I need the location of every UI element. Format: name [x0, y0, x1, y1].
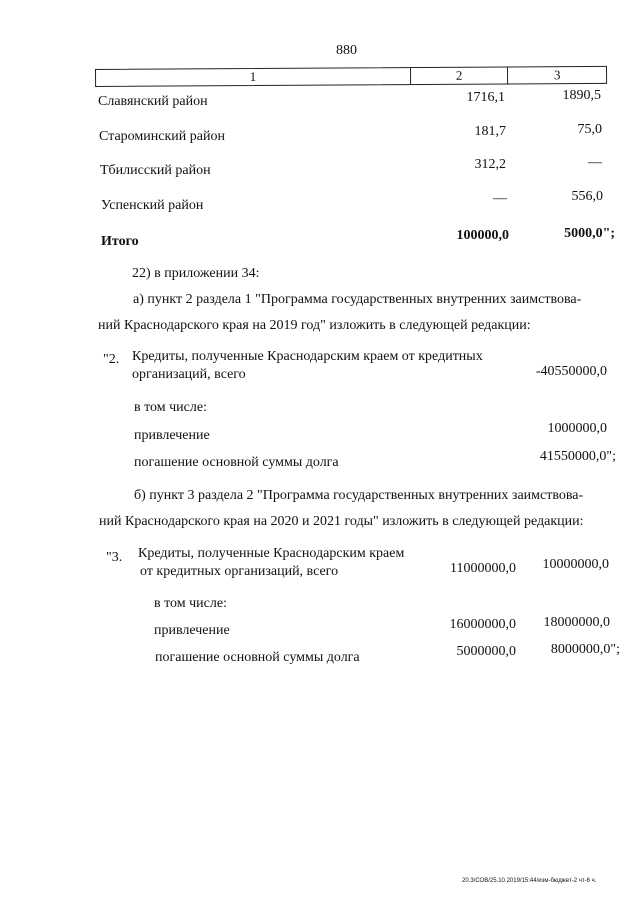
section-b-total-2020: 11000000,0	[450, 561, 516, 576]
section-b-title-line2: от кредитных организаций, всего	[140, 564, 339, 579]
table-row-name: Староминский район	[99, 129, 225, 144]
item-22: 22) в приложении 34:	[132, 266, 260, 281]
footer-code: 20.3/СОВ/25.10.2019/15:44/изм-бюджет-2 чт-6 ч.	[462, 878, 597, 884]
section-b-borrow-2021: 18000000,0	[543, 615, 610, 630]
table-row-col2: 1716,1	[466, 90, 505, 105]
item-b-line2: ний Краснодарского края на 2020 и 2021 годы" изложить в следующей редакции:	[99, 514, 584, 529]
table-total-label: Итого	[101, 234, 139, 249]
table-row-col3: 556,0	[571, 189, 603, 204]
section-b-number: "3.	[106, 550, 123, 565]
table-row-name: Тбилисский район	[100, 163, 211, 178]
table-row-name: Славянский район	[98, 94, 208, 109]
table-header-col-1: 1	[96, 68, 411, 86]
table-row-col2: 181,7	[474, 124, 506, 139]
table-total-col3: 5000,0";	[564, 226, 615, 241]
section-a-total: -40550000,0	[535, 364, 607, 379]
table-total-col2: 100000,0	[456, 228, 509, 243]
table-header-col-2: 2	[411, 67, 509, 84]
section-a-including: в том числе:	[134, 400, 207, 415]
item-a-line1: а) пункт 2 раздела 1 "Программа государственных внутренних заимствова-	[133, 292, 582, 307]
table-row-name: Успенский район	[101, 198, 204, 213]
section-a-title-line2: организаций, всего	[132, 367, 246, 382]
section-b-borrow-label: привлечение	[154, 623, 230, 638]
section-b-repay-label: погашение основной суммы долга	[155, 650, 360, 665]
section-a-number: "2.	[103, 352, 120, 367]
item-a-line2: ний Краснодарского края на 2019 год" изложить в следующей редакции:	[98, 318, 531, 333]
table-header-col-3: 3	[553, 67, 561, 83]
section-b-including: в том числе:	[154, 596, 227, 611]
table-row-col3: 75,0	[577, 122, 602, 137]
item-b-line1: б) пункт 3 раздела 2 "Программа государственных внутренних заимствова-	[134, 488, 584, 503]
section-a-title-line1: Кредиты, полученные Краснодарским краем от кредитных	[132, 349, 483, 364]
page-number: 880	[336, 43, 357, 58]
table-row-col3: —	[588, 155, 602, 170]
section-b-repay-2020: 5000000,0	[456, 644, 516, 659]
table-header	[95, 66, 607, 87]
section-a-repay-value: 41550000,0";	[539, 449, 616, 464]
section-a-borrow-label: привлечение	[134, 428, 210, 443]
section-b-title-line1: Кредиты, полученные Краснодарским краем	[138, 546, 405, 561]
section-b-borrow-2020: 16000000,0	[449, 617, 516, 632]
table-row-col3: 1890,5	[562, 88, 601, 103]
section-a-borrow-value: 1000000,0	[547, 421, 607, 436]
table-row-col2: 312,2	[474, 157, 506, 172]
section-b-total-2021: 10000000,0	[542, 557, 609, 572]
section-b-repay-2021: 8000000,0";	[550, 642, 620, 657]
section-a-repay-label: погашение основной суммы долга	[134, 455, 339, 470]
table-row-col2: —	[493, 191, 507, 206]
